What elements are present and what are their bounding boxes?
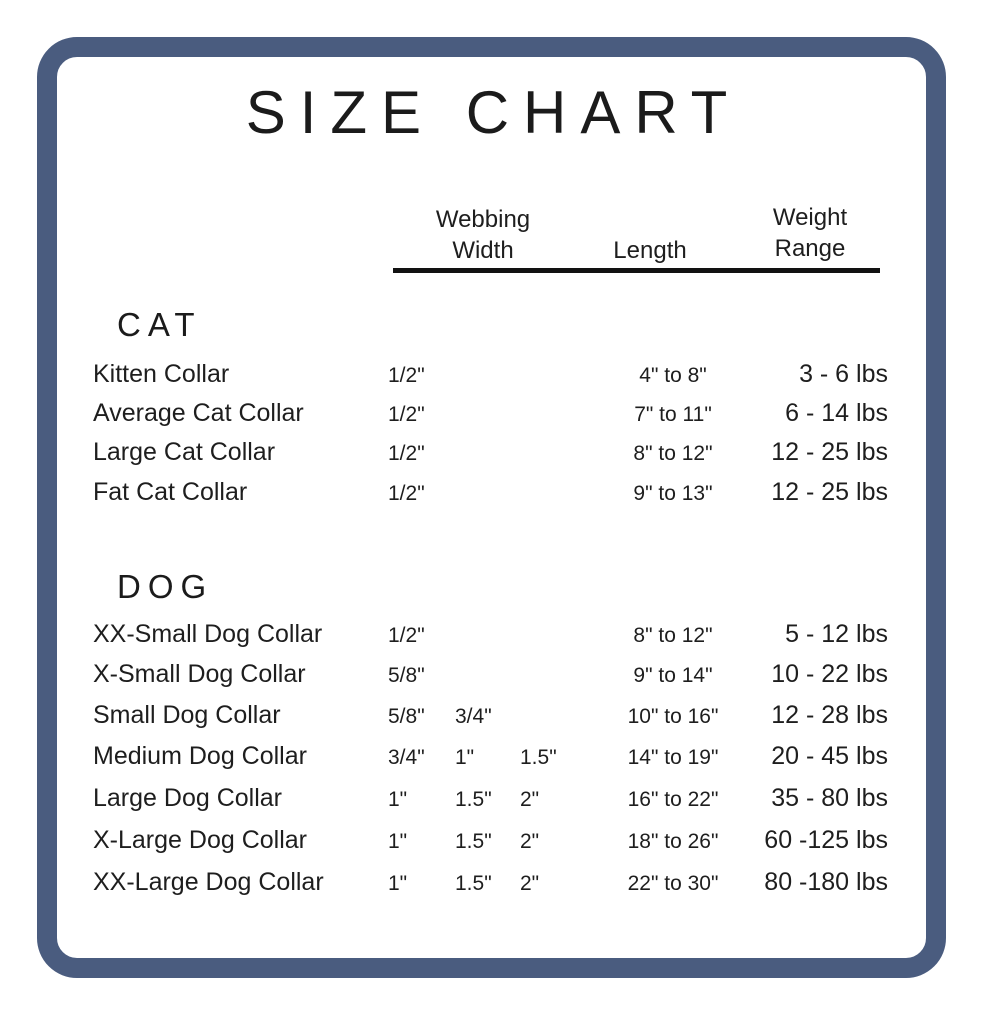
- row-name: X-Large Dog Collar: [93, 826, 307, 854]
- row-name: Fat Cat Collar: [93, 478, 248, 506]
- cell-length: 14" to 19": [627, 746, 719, 769]
- column-header-weight-range: [740, 202, 880, 264]
- cell-webbing-1: 1/2": [388, 364, 425, 387]
- cell-length: 9" to 14": [633, 664, 713, 687]
- cell-length: 8" to 12": [633, 624, 713, 647]
- cell-length: 4" to 8": [639, 364, 707, 387]
- table-row: [93, 826, 888, 855]
- section-heading-cat: CAT: [117, 306, 202, 343]
- column-header-weight-line1: Weight: [772, 204, 848, 231]
- row-name: XX-Small Dog Collar: [93, 620, 323, 648]
- row-name: Kitten Collar: [93, 360, 230, 388]
- cell-webbing-1: 1": [388, 788, 408, 811]
- cell-webbing-3: 2": [520, 788, 540, 811]
- header-underline-rule: [393, 268, 880, 273]
- row-name: Large Cat Collar: [93, 438, 276, 466]
- cell-weight-range: 35 - 80 lbs: [771, 784, 888, 812]
- cell-webbing-1: 1": [388, 872, 408, 895]
- cell-weight-range: 60 -125 lbs: [764, 826, 888, 854]
- column-header-webbing-width: [403, 204, 563, 266]
- table-row: [93, 742, 888, 771]
- cell-webbing-2: 1.5": [455, 788, 492, 811]
- cell-weight-range: 80 -180 lbs: [764, 868, 888, 896]
- cell-webbing-1: 1/2": [388, 442, 425, 465]
- column-header-weight-line2: Range: [774, 235, 846, 262]
- cell-length: 22" to 30": [627, 872, 719, 895]
- table-row: [93, 660, 888, 689]
- row-name: XX-Large Dog Collar: [93, 868, 324, 896]
- cell-weight-range: 5 - 12 lbs: [785, 620, 888, 648]
- cell-weight-range: 3 - 6 lbs: [799, 360, 888, 388]
- cell-weight-range: 12 - 25 lbs: [771, 438, 888, 466]
- cell-weight-range: 10 - 22 lbs: [771, 660, 888, 688]
- cell-weight-range: 12 - 25 lbs: [771, 478, 888, 506]
- cell-webbing-1: 1/2": [388, 403, 425, 426]
- cell-webbing-2: 1": [455, 746, 475, 769]
- table-row: [93, 399, 888, 428]
- row-name: Small Dog Collar: [93, 701, 281, 729]
- cell-weight-range: 12 - 28 lbs: [771, 701, 888, 729]
- row-name: Average Cat Collar: [93, 399, 304, 427]
- column-header-webbing-line2: Width: [452, 237, 514, 264]
- cell-length: 9" to 13": [633, 482, 713, 505]
- table-row: [93, 478, 888, 507]
- section-heading-dog: DOG: [117, 568, 214, 605]
- row-name: Large Dog Collar: [93, 784, 282, 812]
- row-name: X-Small Dog Collar: [93, 660, 306, 688]
- table-row: [93, 701, 888, 730]
- cell-webbing-1: 5/8": [388, 705, 425, 728]
- page-title: SIZE CHART: [245, 79, 742, 146]
- table-row: [93, 360, 888, 389]
- cell-webbing-2: 1.5": [455, 872, 492, 895]
- cell-webbing-2: 1.5": [455, 830, 492, 853]
- cell-weight-range: 6 - 14 lbs: [785, 399, 888, 427]
- cell-webbing-1: 5/8": [388, 664, 425, 687]
- cell-webbing-1: 1/2": [388, 624, 425, 647]
- cell-webbing-3: 2": [520, 830, 540, 853]
- cell-length: 7" to 11": [634, 403, 712, 426]
- cell-weight-range: 20 - 45 lbs: [771, 742, 888, 770]
- cell-webbing-1: 1": [388, 830, 408, 853]
- table-row: [93, 868, 888, 897]
- cell-length: 16" to 22": [627, 788, 719, 811]
- column-header-length: Length: [613, 237, 687, 264]
- cell-length: 8" to 12": [633, 442, 713, 465]
- cell-webbing-1: 3/4": [388, 746, 425, 769]
- cell-webbing-3: 2": [520, 872, 540, 895]
- table-row: [93, 620, 888, 649]
- row-name: Medium Dog Collar: [93, 742, 307, 770]
- cell-length: 10" to 16": [627, 705, 719, 728]
- table-row: [93, 784, 888, 813]
- cell-webbing-3: 1.5": [520, 746, 557, 769]
- column-header-webbing-line1: Webbing: [435, 206, 531, 233]
- cell-webbing-1: 1/2": [388, 482, 425, 505]
- table-row: [93, 438, 888, 467]
- cell-webbing-2: 3/4": [455, 705, 492, 728]
- cell-length: 18" to 26": [627, 830, 719, 853]
